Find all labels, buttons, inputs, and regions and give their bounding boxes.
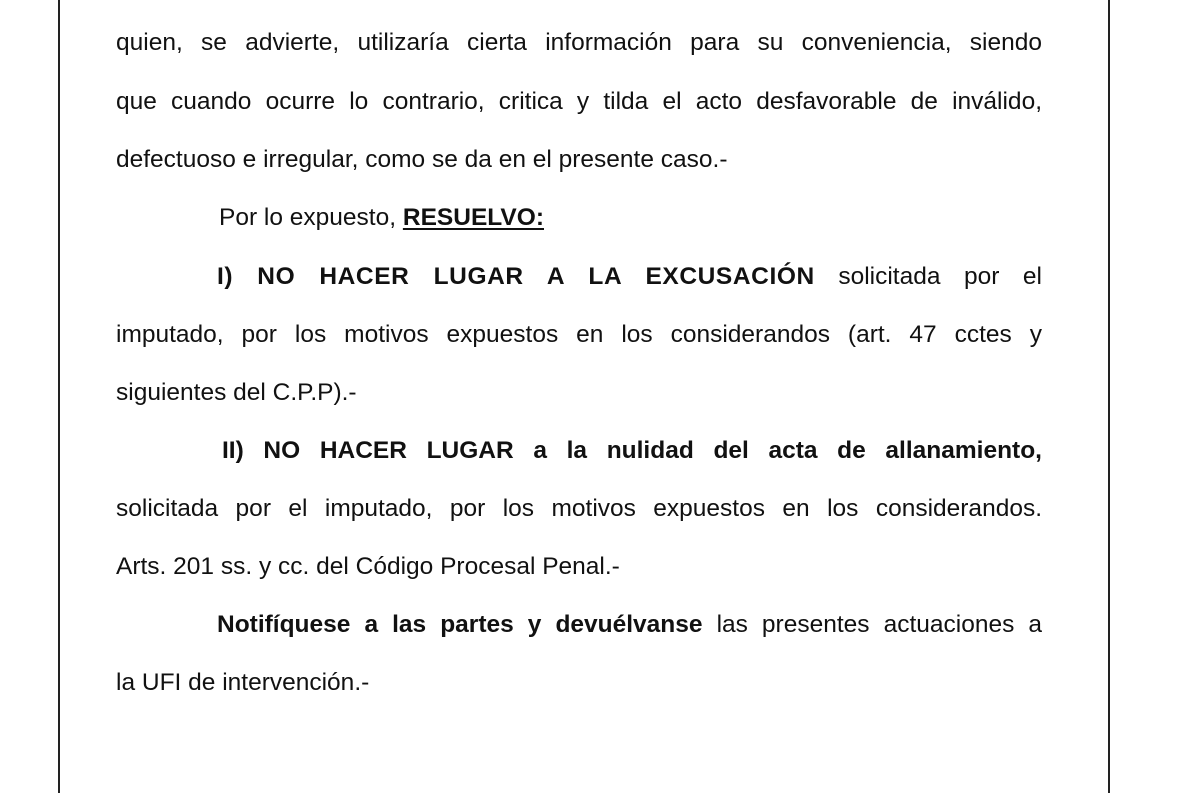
resolve-line [219, 203, 1042, 233]
item1-rest: solicitada por el [838, 263, 1042, 290]
closing-line-2: la UFI de intervención.- [116, 669, 370, 696]
closing-rest: las presentes actuaciones a [716, 611, 1042, 638]
paragraph-line-2: que cuando ocurre lo contrario, critica y tilda el acto desfavorable de inválido, [116, 88, 1042, 115]
item1-line-1 [217, 262, 1042, 292]
page-border-right [1108, 0, 1110, 793]
item1-line-3: siguientes del C.P.P).- [116, 379, 357, 406]
paragraph-line-3: defectuoso e irregular, como se da en el presente caso.- [116, 146, 728, 173]
paragraph-line-1: quien, se advierte, utilizaría cierta información para su conveniencia, siendo [116, 29, 1042, 56]
item2-heading-b: a la nulidad del acta de allanamiento, [533, 437, 1042, 464]
item1-heading: I) NO HACER LUGAR A LA EXCUSACIÓN [217, 263, 815, 290]
resolve-prefix: Por lo expuesto, [219, 204, 397, 231]
item2-heading-a: II) NO HACER LUGAR [222, 437, 514, 464]
item1-line-2: imputado, por los motivos expuestos en los considerandos (art. 47 cctes y [116, 321, 1042, 348]
resolve-label: RESUELVO: [402, 204, 544, 231]
item2-line-3: Arts. 201 ss. y cc. del Código Procesal Penal.- [116, 553, 620, 580]
closing-bold: Notifíquese a las partes y devuélvanse [217, 611, 703, 638]
page-border-left [58, 0, 60, 793]
item2-line-1 [222, 436, 1042, 466]
closing-line-1 [217, 610, 1042, 640]
item2-line-2: solicitada por el imputado, por los motivos expuestos en los considerandos. [116, 495, 1042, 522]
